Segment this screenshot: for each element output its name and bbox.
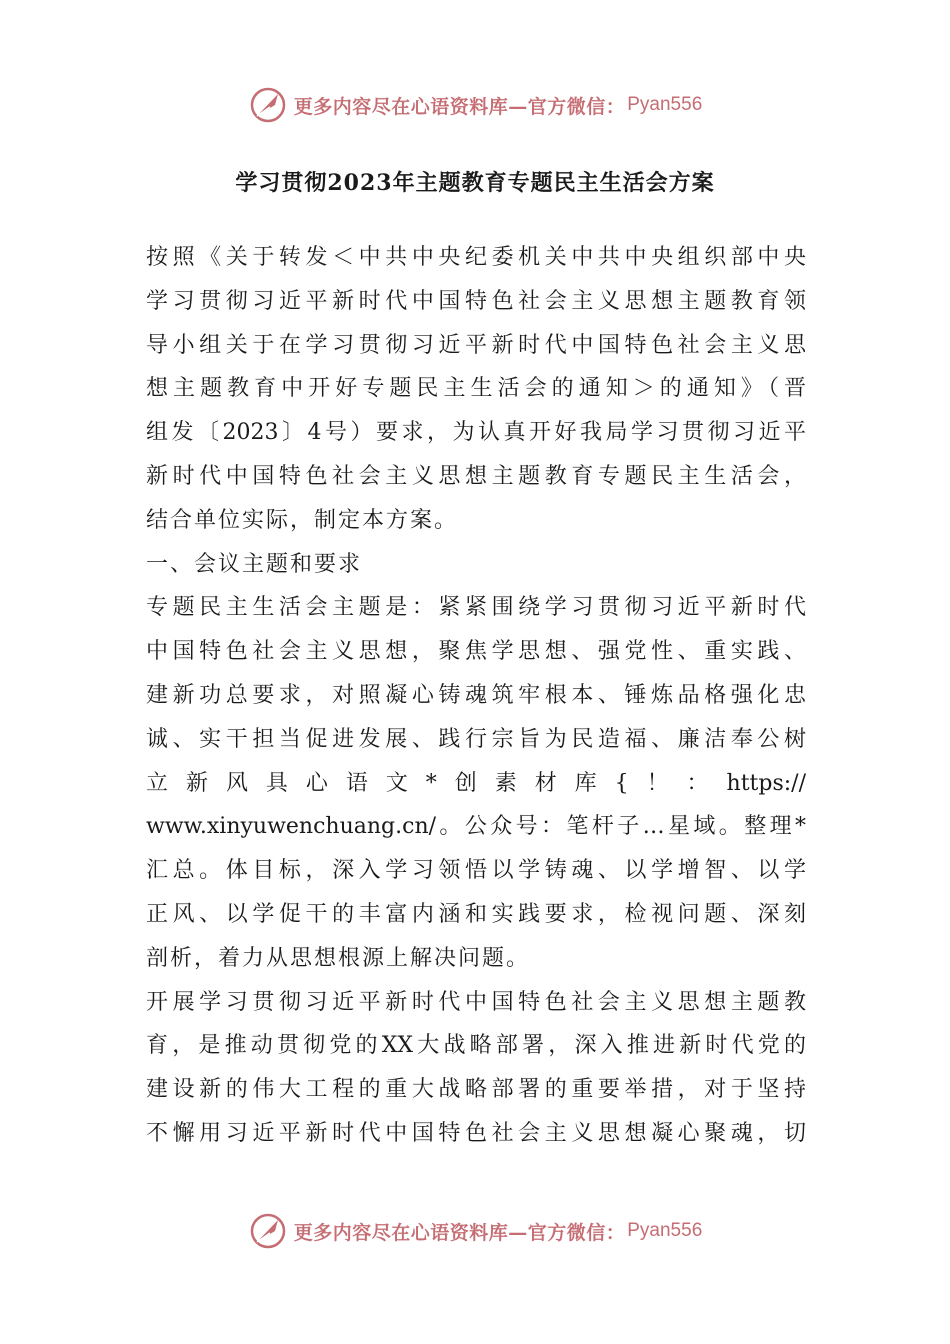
document-title: 学习贯彻2023年主题教育专题民主生活会方案 xyxy=(235,170,715,196)
body-line: 结合单位实际，制定本方案。 xyxy=(146,507,459,533)
body-line: 新时代中国特色社会主义思想主题教育专题民主生活会， xyxy=(146,463,806,489)
body-line: 按照《关于转发＜中共中央纪委机关中共中央组织部中央 xyxy=(146,245,806,270)
body-line: 立新风具心语文*创素材库{！：https:// xyxy=(146,770,806,796)
body-line: 专题民主生活会主题是：紧紧围绕学习贯彻习近平新时代 xyxy=(146,595,806,621)
header-watermark-banner xyxy=(0,80,950,130)
body-line: 组发〔2023〕4号）要求，为认真开好我局学习贯彻习近平 xyxy=(146,420,806,446)
body-line: 开展学习贯彻习近平新时代中国特色社会主义思想主题教 xyxy=(146,989,806,1015)
banner-text: 更多内容尽在心语资料库—官方微信： xyxy=(293,95,626,118)
body-line: 正风、以学促干的丰富内涵和实践要求，检视问题、深刻 xyxy=(146,901,806,927)
body-line: www.xinyuwenchuang.cn/。公众号：笔杆子…星域。整理* xyxy=(146,814,806,840)
quill-logo-icon xyxy=(248,85,288,125)
body-line: 诚、实干担当促进发展、践行宗旨为民造福、廉洁奉公树 xyxy=(146,726,806,752)
body-line: 建设新的伟大工程的重大战略部署的重要举措，对于坚持 xyxy=(146,1077,806,1103)
body-line: 汇总。体目标，深入学习领悟以学铸魂、以学增智、以学 xyxy=(146,858,806,884)
body-line: 不懈用习近平新时代中国特色社会主义思想凝心聚魂，切 xyxy=(146,1120,806,1146)
footer-watermark-banner xyxy=(0,1206,950,1256)
body-line: 学习贯彻习近平新时代中国特色社会主义思想主题教育领 xyxy=(146,288,806,314)
quill-logo-icon xyxy=(248,1211,288,1251)
body-line: 中国特色社会主义思想，聚焦学思想、强党性、重实践、 xyxy=(146,639,806,665)
body-line: 导小组关于在学习贯彻习近平新时代中国特色社会主义思 xyxy=(146,332,806,358)
section-heading: 一、会议主题和要求 xyxy=(146,551,363,577)
banner-text: 更多内容尽在心语资料库—官方微信： xyxy=(293,1221,626,1244)
body-line: 建新功总要求，对照凝心铸魂筑牢根本、锤炼品格强化忠 xyxy=(146,682,806,708)
wechat-id: Pyan556 xyxy=(627,94,703,115)
body-line: 育，是推动贯彻党的XX大战略部署，深入推进新时代党的 xyxy=(146,1033,806,1059)
body-line: 想主题教育中开好专题民主生活会的通知＞的通知》（晋 xyxy=(146,376,806,402)
body-line: 剖析，着力从思想根源上解决问题。 xyxy=(146,945,531,971)
wechat-id: Pyan556 xyxy=(627,1220,703,1241)
document-body xyxy=(146,236,806,1156)
